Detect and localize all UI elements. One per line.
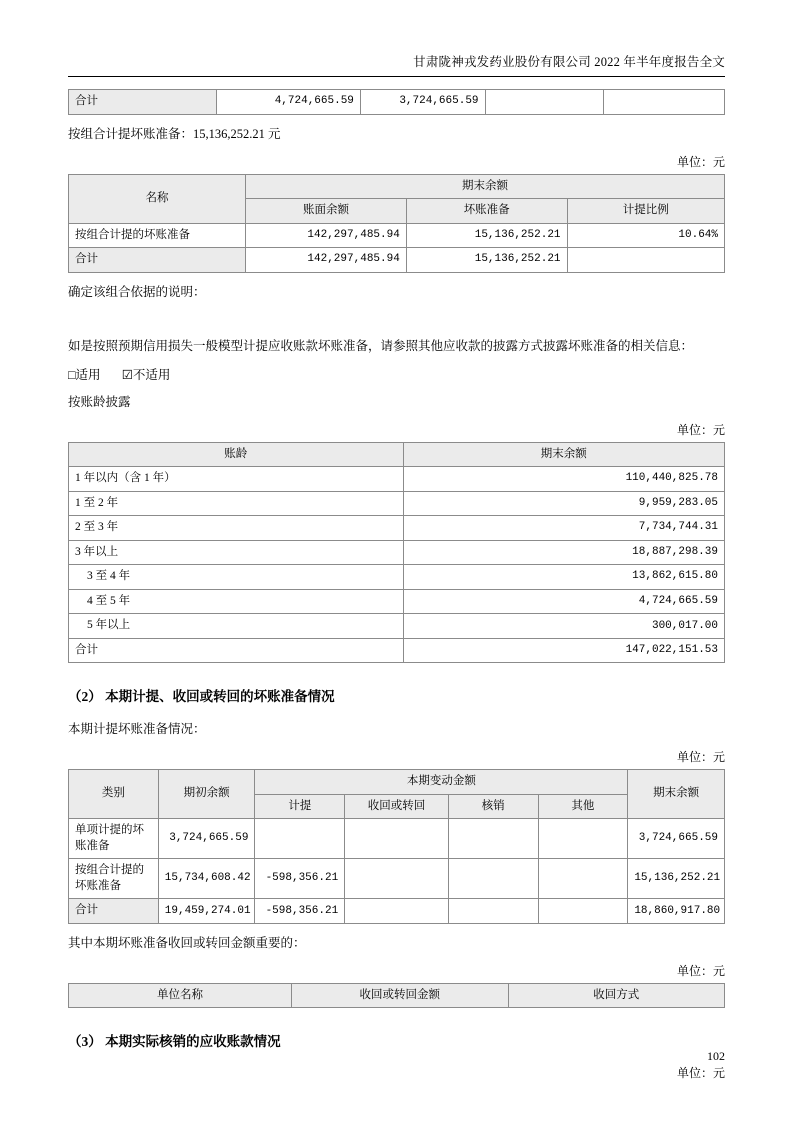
page-header xyxy=(68,0,725,70)
table-header-row xyxy=(69,983,725,1008)
section-title-2: （2） 本期计提、收回或转回的坏账准备情况 xyxy=(68,689,335,705)
table-provision-movement xyxy=(68,769,725,924)
group-total-book: 142,297,485.94 xyxy=(246,248,407,273)
table-top-continuation xyxy=(68,89,725,115)
provision-row-other xyxy=(538,819,628,859)
aging-row-value: 110,440,825.78 xyxy=(403,467,724,492)
provision-row-recovery xyxy=(345,819,449,859)
group-row-book: 142,297,485.94 xyxy=(246,223,407,248)
table-row xyxy=(69,540,725,565)
page-number: 102 xyxy=(707,1049,725,1063)
aging-row-label: 4 至 5 年 xyxy=(69,589,404,614)
group-total-name: 合计 xyxy=(69,248,246,273)
aging-row-value: 13,862,615.80 xyxy=(403,565,724,590)
provision-subcol-accrual: 计提 xyxy=(255,794,345,819)
provision-total-end: 18,860,917.80 xyxy=(628,899,725,924)
aging-row-value: 7,734,744.31 xyxy=(403,516,724,541)
group-col-name: 名称 xyxy=(69,174,246,223)
unit-label-provision-table: 单位：元 xyxy=(676,750,725,765)
table-recovery xyxy=(68,983,725,1009)
provision-row-recovery xyxy=(345,859,449,899)
recovery-col-amount: 收回或转回金额 xyxy=(292,983,508,1008)
table-row xyxy=(69,899,725,924)
group-subcol-book-balance: 账面余额 xyxy=(246,199,407,224)
provision-total-accrual: -598,356.21 xyxy=(255,899,345,924)
aging-row-value: 4,724,665.59 xyxy=(403,589,724,614)
aging-row-label: 1 至 2 年 xyxy=(69,491,404,516)
group-total-ratio xyxy=(567,248,724,273)
table-row xyxy=(69,589,725,614)
unit-label-aging-table: 单位：元 xyxy=(676,422,725,437)
recovery-col-unit-name: 单位名称 xyxy=(69,983,292,1008)
group-total-bad: 15,136,252.21 xyxy=(406,248,567,273)
provision-subcol-recovery: 收回或转回 xyxy=(345,794,449,819)
top-row-value-3 xyxy=(485,90,603,115)
provision-col-begin: 期初余额 xyxy=(158,770,255,819)
provision-row-category: 按组合计提的坏账准备 xyxy=(69,859,159,899)
table-header-row xyxy=(69,442,725,467)
recovery-col-method: 收回方式 xyxy=(508,983,725,1008)
aging-row-label: 5 年以上 xyxy=(69,614,404,639)
table-row xyxy=(69,859,725,899)
table-row xyxy=(69,467,725,492)
provision-row-accrual xyxy=(255,819,345,859)
provision-total-other xyxy=(538,899,628,924)
group-subcol-ratio: 计提比例 xyxy=(567,199,724,224)
aging-row-value: 300,017.00 xyxy=(403,614,724,639)
aging-row-label: 1 年以内（含 1 年） xyxy=(69,467,404,492)
aging-row-label: 3 至 4 年 xyxy=(69,565,404,590)
table-row xyxy=(69,638,725,663)
provision-row-accrual: -598,356.21 xyxy=(255,859,345,899)
table-header-row xyxy=(69,174,725,199)
table-aging xyxy=(68,442,725,664)
table-row xyxy=(69,90,725,115)
top-row-label: 合计 xyxy=(69,90,217,115)
provision-total-writeoff xyxy=(448,899,538,924)
group-row-ratio: 10.64% xyxy=(567,223,724,248)
table-row xyxy=(69,516,725,541)
header-company-title: 甘肃陇神戎发药业股份有限公司 2022 年半年度报告全文 xyxy=(413,55,725,69)
table-row xyxy=(69,819,725,859)
provision-row-begin: 3,724,665.59 xyxy=(158,819,255,859)
provision-col-end: 期末余额 xyxy=(628,770,725,819)
table-row xyxy=(69,565,725,590)
important-recovery-note: 其中本期坏账准备收回或转回金额重要的： xyxy=(68,935,306,950)
table-row xyxy=(69,223,725,248)
provision-col-category: 类别 xyxy=(69,770,159,819)
provision-row-other xyxy=(538,859,628,899)
group-col-period-end: 期末余额 xyxy=(246,174,725,199)
basis-note: 确定该组合依据的说明： xyxy=(68,284,206,299)
aging-row-label: 3 年以上 xyxy=(69,540,404,565)
aging-disclosure-label: 按账龄披露 xyxy=(68,394,131,409)
table-header-row xyxy=(69,770,725,795)
table-row xyxy=(69,614,725,639)
aging-total-label: 合计 xyxy=(69,638,404,663)
header-divider xyxy=(68,76,725,77)
checkbox-applicable[interactable]: □适用 xyxy=(68,367,101,382)
unit-label-recovery-table: 单位：元 xyxy=(676,963,725,978)
provision-row-begin: 15,734,608.42 xyxy=(158,859,255,899)
provision-col-change-group: 本期变动金额 xyxy=(255,770,628,795)
provision-row-writeoff xyxy=(448,819,538,859)
aging-row-value: 18,887,298.39 xyxy=(403,540,724,565)
provision-subcol-other: 其他 xyxy=(538,794,628,819)
aging-row-value: 9,959,283.05 xyxy=(403,491,724,516)
group-subcol-bad-debt: 坏账准备 xyxy=(406,199,567,224)
top-row-value-4 xyxy=(603,90,724,115)
aging-total-value: 147,022,151.53 xyxy=(403,638,724,663)
provision-row-end: 15,136,252.21 xyxy=(628,859,725,899)
unit-label-group-table: 单位：元 xyxy=(676,154,725,169)
provision-row-category: 单项计提的坏账准备 xyxy=(69,819,159,859)
table-group-provision xyxy=(68,174,725,273)
provision-subcol-writeoff: 核销 xyxy=(448,794,538,819)
group-row-name: 按组合计提的坏账准备 xyxy=(69,223,246,248)
aging-row-label: 2 至 3 年 xyxy=(69,516,404,541)
aging-col-balance: 期末余额 xyxy=(403,442,724,467)
provision-total-category: 合计 xyxy=(69,899,159,924)
table-row xyxy=(69,248,725,273)
note-after-top-table: 按组合计提坏账准备：15,136,252.21 元 xyxy=(68,126,281,141)
applicability-checkboxes xyxy=(68,365,725,383)
provision-total-begin: 19,459,274.01 xyxy=(158,899,255,924)
checkbox-not-applicable[interactable]: ☑不适用 xyxy=(121,367,171,382)
group-row-bad: 15,136,252.21 xyxy=(406,223,567,248)
table-row xyxy=(69,491,725,516)
unit-label-section3: 单位：元 xyxy=(676,1066,725,1081)
provision-total-recovery xyxy=(345,899,449,924)
section2-intro: 本期计提坏账准备情况： xyxy=(68,722,206,737)
aging-col-aging: 账龄 xyxy=(69,442,404,467)
provision-row-end: 3,724,665.59 xyxy=(628,819,725,859)
expected-loss-note: 如是按照预期信用损失一般模型计提应收账款坏账准备，请参照其他应收款的披露方式披露坏账准备的相关信息： xyxy=(68,338,694,353)
top-row-value-2: 3,724,665.59 xyxy=(360,90,485,115)
top-row-value-1: 4,724,665.59 xyxy=(216,90,360,115)
section-title-3: （3） 本期实际核销的应收账款情况 xyxy=(68,1034,281,1050)
provision-row-writeoff xyxy=(448,859,538,899)
